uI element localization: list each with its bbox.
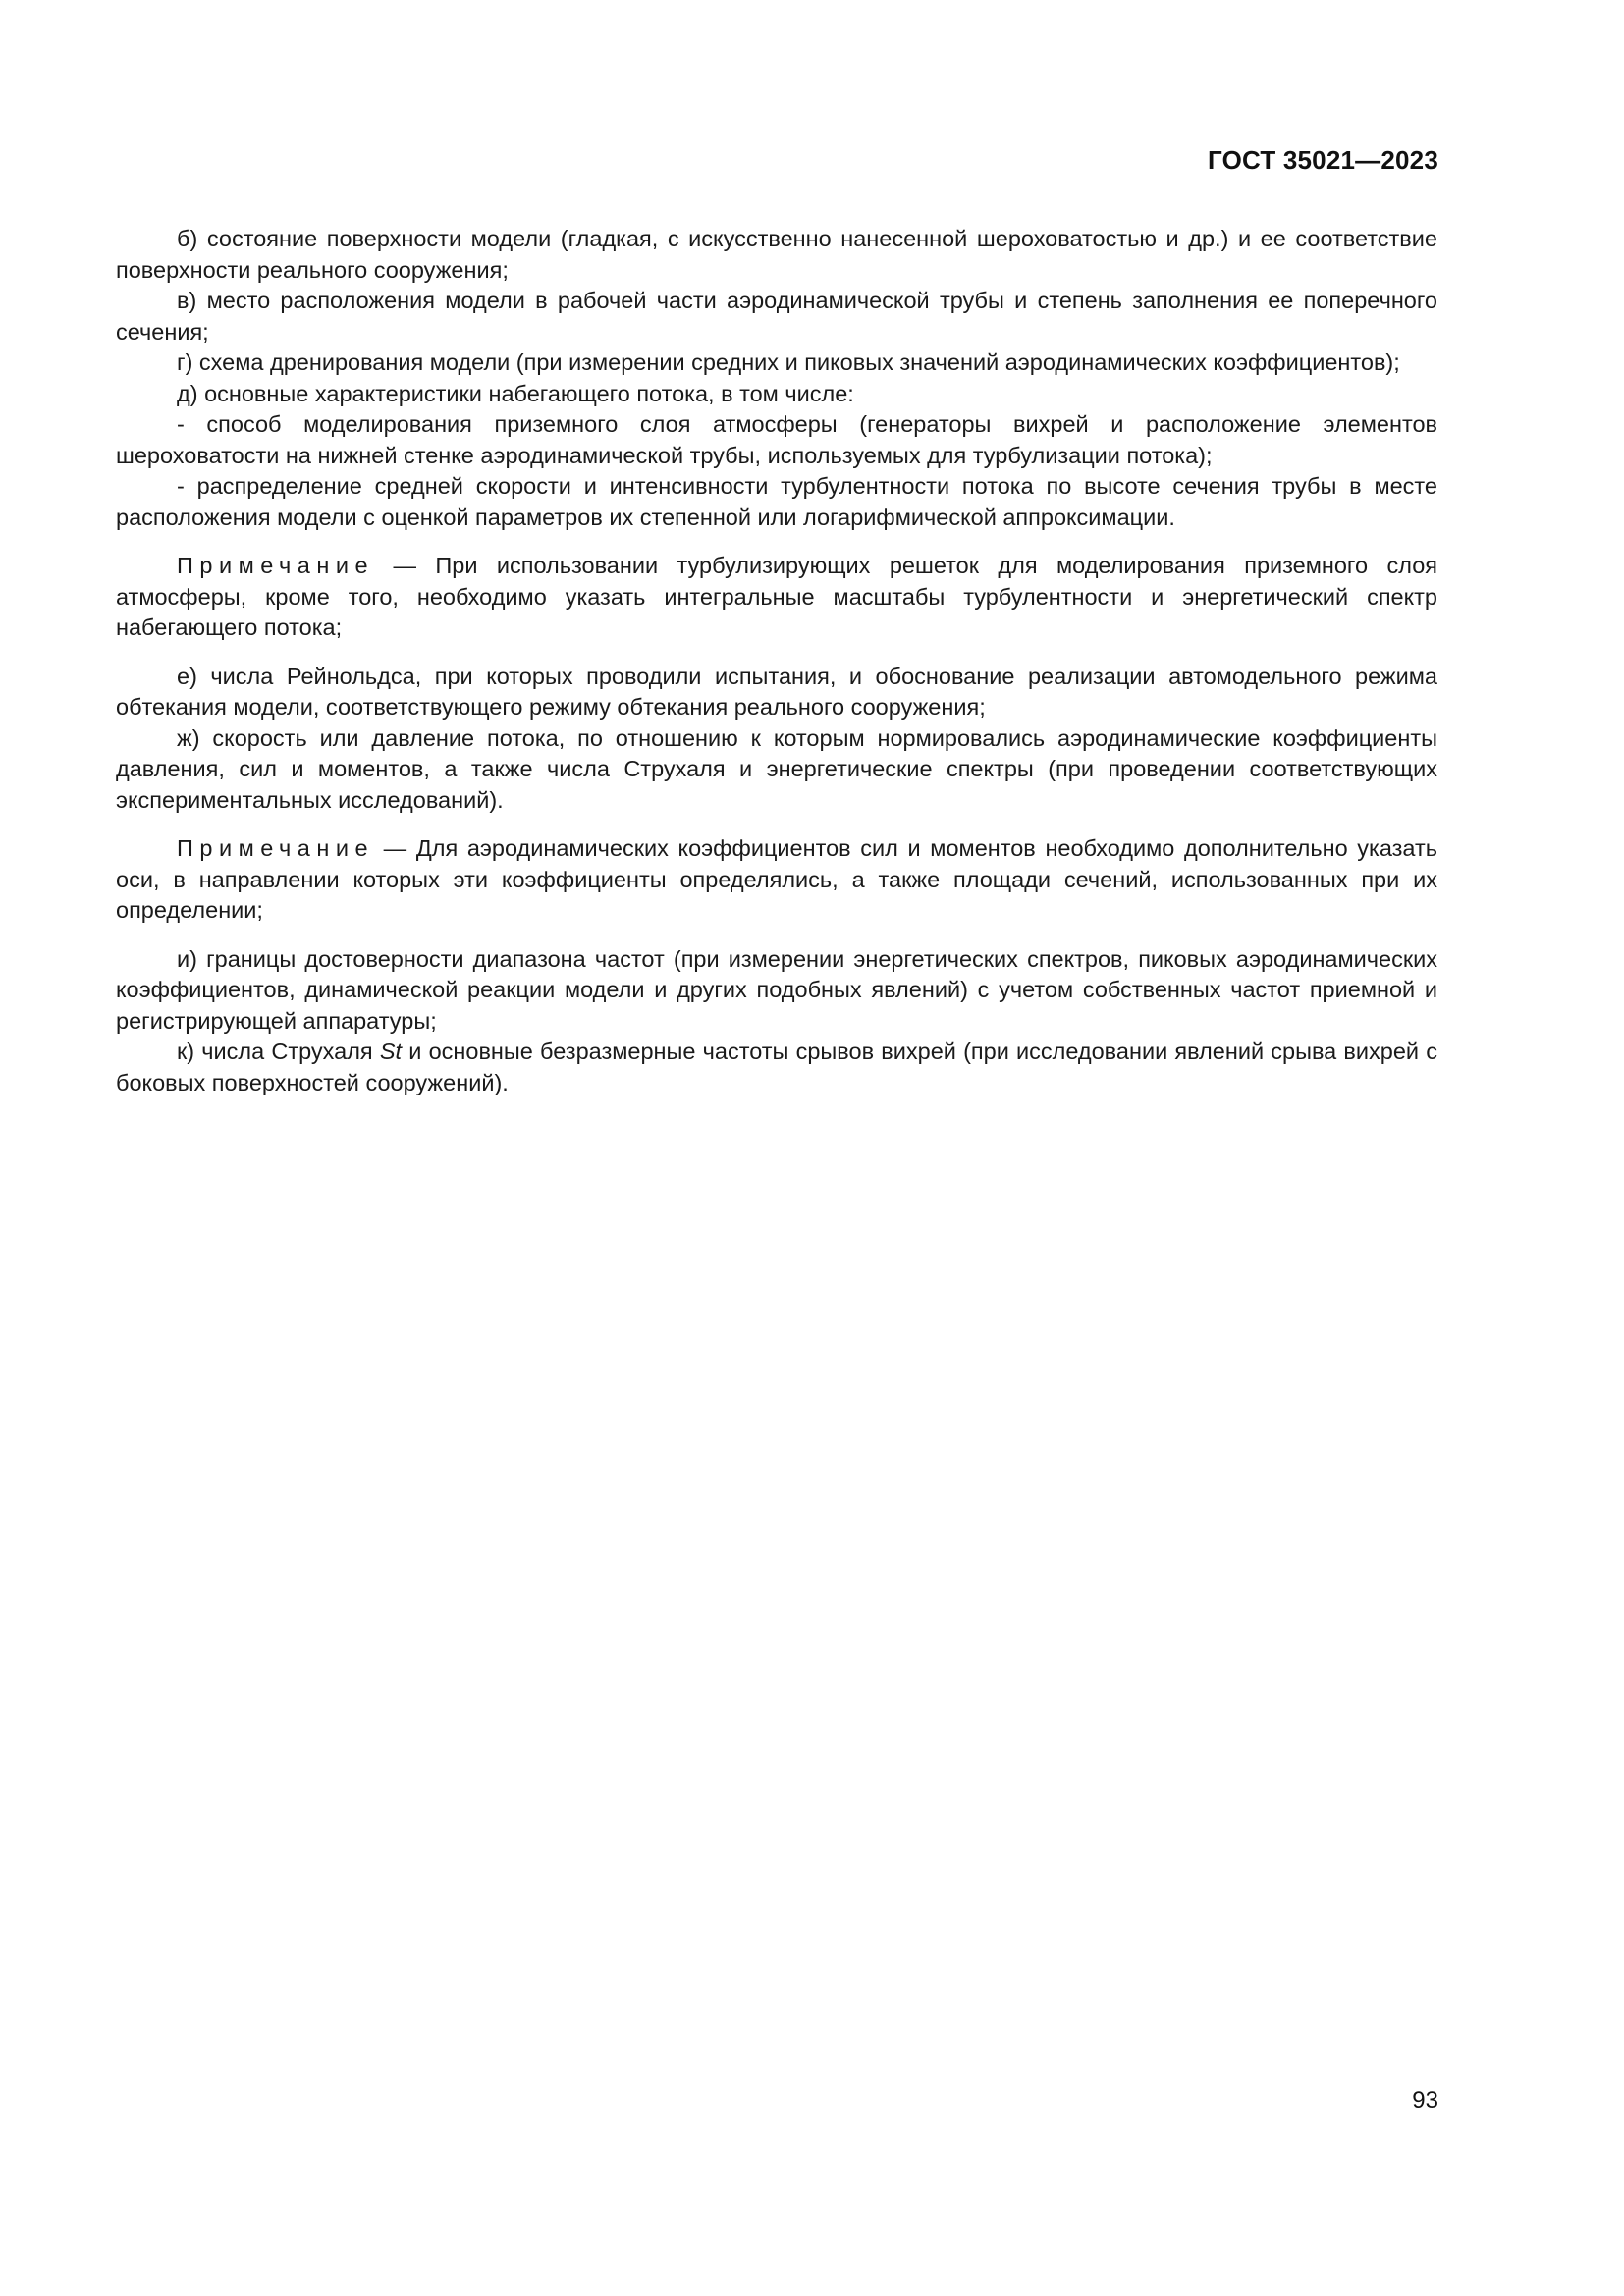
document-code-header: ГОСТ 35021—2023 <box>1208 145 1438 175</box>
note-1-text: — При использовании турбулизирующих решеток для моделирования приземного слоя атмосферы, кроме того, необходимо указать интегральные масштабы турбулентности и энергетический спектр набегающего потока; <box>116 553 1437 640</box>
note-2-label: Примечание <box>177 835 375 861</box>
note-2 <box>116 833 1437 927</box>
note-1-label: Примечание <box>177 553 375 578</box>
list-item-k-suffix: и основные безразмерные частоты срывов вихрей (при исследовании явлений срыва вихрей с боковых поверхностей сооружений). <box>116 1039 1437 1095</box>
page-number: 93 <box>1412 2087 1438 2113</box>
note-1 <box>116 551 1437 644</box>
list-item-zh: ж) скорость или давление потока, по отношению к которым нормировались аэродинамические коэффициенты давления, сил и моментов, а также числа Струхаля и энергетические спектры (при проведении соответствующих экспериментальных исследований). <box>116 724 1437 813</box>
list-subitem-d-1: - способ моделирования приземного слоя атмосферы (генераторы вихрей и расположение элементов шероховатости на нижней стенке аэродинамической трубы, используемых для турбулизации потока); <box>116 411 1437 468</box>
document-body <box>116 224 1437 1098</box>
note-2-text: — Для аэродинамических коэффициентов сил и моментов необходимо дополнительно указать оси, в направлении которых эти коэффициенты определялись, а также площади сечений, использованных при их определении; <box>116 835 1437 923</box>
list-item-e: е) числа Рейнольдса, при которых проводили испытания, и обоснование реализации автомодельного режима обтекания модели, соответствующего режиму обтекания реального сооружения; <box>116 663 1437 720</box>
strouhal-symbol: St <box>379 1039 403 1064</box>
list-item-d: д) основные характеристики набегающего потока, в том числе: <box>177 380 854 406</box>
list-item-g: г) схема дренирования модели (при измерении средних и пиковых значений аэродинамических коэффициентов); <box>177 349 1400 375</box>
list-subitem-d-2: - распределение средней скорости и интенсивности турбулентности потока по высоте сечения трубы в месте расположения модели с оценкой параметров их степенной или логарифмической аппроксимации. <box>116 473 1437 530</box>
list-item-k <box>116 1037 1437 1098</box>
list-item-b: б) состояние поверхности модели (гладкая, с искусственно нанесенной шероховатостью и др.) и ее соответствие поверхности реального сооружения; <box>116 226 1437 283</box>
list-item-i: и) границы достоверности диапазона частот (при измерении энергетических спектров, пиковых аэродинамических коэффициентов, динамической реакции модели и других подобных явлений) с учетом собственных частот приемной и регистрирующей аппаратуры; <box>116 945 1437 1034</box>
list-item-v: в) место расположения модели в рабочей части аэродинамической трубы и степень заполнения ее поперечного сечения; <box>116 288 1437 345</box>
list-item-k-prefix: к) числа Струхаля <box>177 1039 380 1064</box>
